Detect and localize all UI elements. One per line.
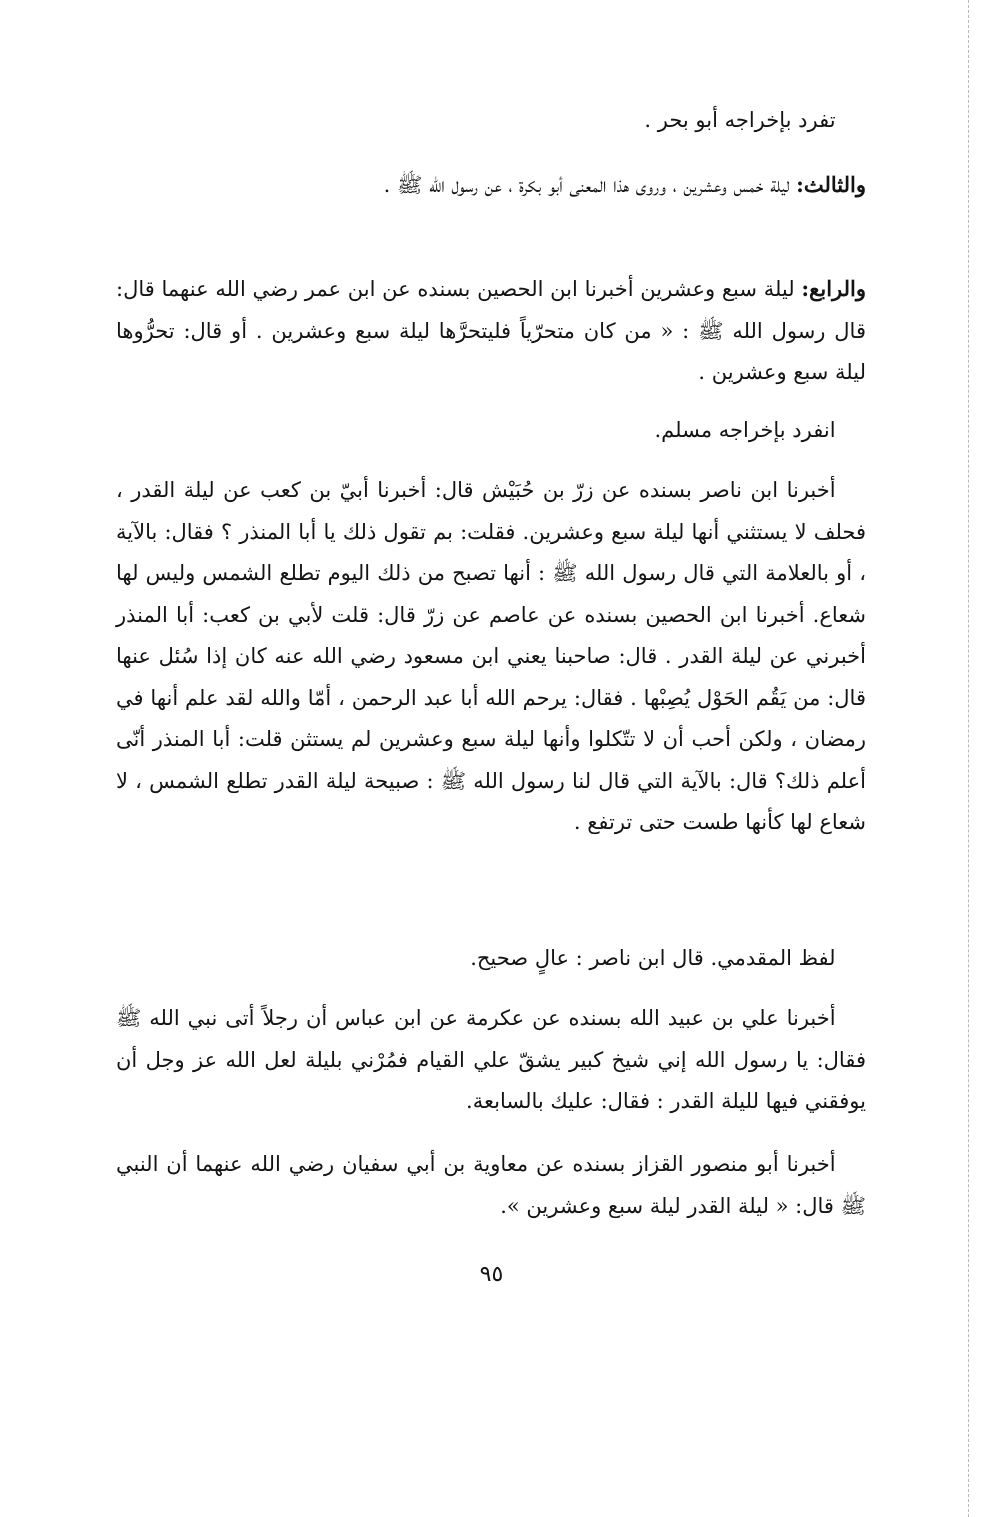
paragraph-text: أخبرنا أبو منصور القزاز بسنده عن معاوية بن أبي سفيان رضي الله عنهما أن النبي ﷺ قال: « ليلة القدر ليلة سبع وعشرين ». bbox=[116, 1152, 866, 1218]
paragraph-7 bbox=[116, 998, 866, 1123]
paragraph-text: ليلة خمس وعشرين ، وروى هذا المعنى أبو بكرة ، عن رسول الله ﷺ . bbox=[383, 173, 797, 197]
paragraph-8 bbox=[116, 1144, 866, 1227]
paragraph-text: لفظ المقدمي. قال ابن ناصر : عالٍ صحيح. bbox=[470, 946, 836, 970]
paragraph-6 bbox=[116, 938, 866, 980]
paragraph-2 bbox=[116, 164, 866, 207]
paragraph-text: ليلة سبع وعشرين أخبرنا ابن الحصين بسنده عن ابن عمر رضي الله عنهما قال: قال رسول الله ﷺ : « من كان متحرّياً فليتحرَّها ليلة سبع وعشرين . أو قال: تحرُّوها ليلة سبع وعشرين . bbox=[116, 277, 866, 384]
paragraph-3 bbox=[116, 268, 866, 394]
paragraph-text: تفرد بإخراجه أبو بحر . bbox=[644, 108, 836, 132]
paragraph-4 bbox=[116, 410, 866, 452]
paragraph-5 bbox=[116, 470, 866, 844]
paragraph-lead: والثالث: bbox=[796, 172, 866, 197]
paragraph-text: أخبرنا ابن ناصر بسنده عن زرّ بن حُبَيْش قال: أخبرنا أبيّ بن كعب عن ليلة القدر ، فحلف لا يستثني أنها ليلة سبع وعشرين. فقلت: بم تقول ذلك يا أبا المنذر ؟ فقال: بالآية ، أو بالعلامة التي قال رسول الله ﷺ : أنها تصبح من ذلك اليوم تطلع الشمس وليس لها شعاع. أخبرنا ابن الحصين بسنده عن عاصم عن زرّ قال: قلت لأبي بن كعب: أبا المنذر أخبرني عن ليلة القدر . قال: صاحبنا يعني ابن مسعود رضي الله عنه كان إذا سُئل عنها قال: من يَقُم الحَوْل يُصِبْها . فقال: يرحم الله أبا عبد الرحمن ، أمّا والله لقد علم أنها في رمضان ، ولكن أحب أن لا تتّكلوا وأنها ليلة سبع وعشرين لم يستثن قلت: أبا المنذر أنّى أعلم ذلك؟ قال: بالآية التي قال لنا رسول الله ﷺ : صبيحة ليلة القدر تطلع الشمس ، لا شعاع لها كأنها طست حتى ترتفع . bbox=[116, 478, 866, 834]
page-number: ٩٥ bbox=[479, 1262, 504, 1287]
scan-edge-line bbox=[968, 0, 969, 1517]
paragraph-text: انفرد بإخراجه مسلم. bbox=[654, 418, 836, 442]
paragraph-1 bbox=[116, 100, 866, 142]
paragraph-text: أخبرنا علي بن عبيد الله بسنده عن عكرمة عن ابن عباس أن رجلاً أتى نبي الله ﷺ فقال: يا رسول الله إني شيخ كبير يشقّ علي القيام فمُرْني بليلة لعل الله عز وجل أن يوفقني فيها لليلة القدر : فقال: عليك بالسابعة. bbox=[116, 1006, 866, 1113]
paragraph-lead: والرابع: bbox=[801, 276, 866, 301]
